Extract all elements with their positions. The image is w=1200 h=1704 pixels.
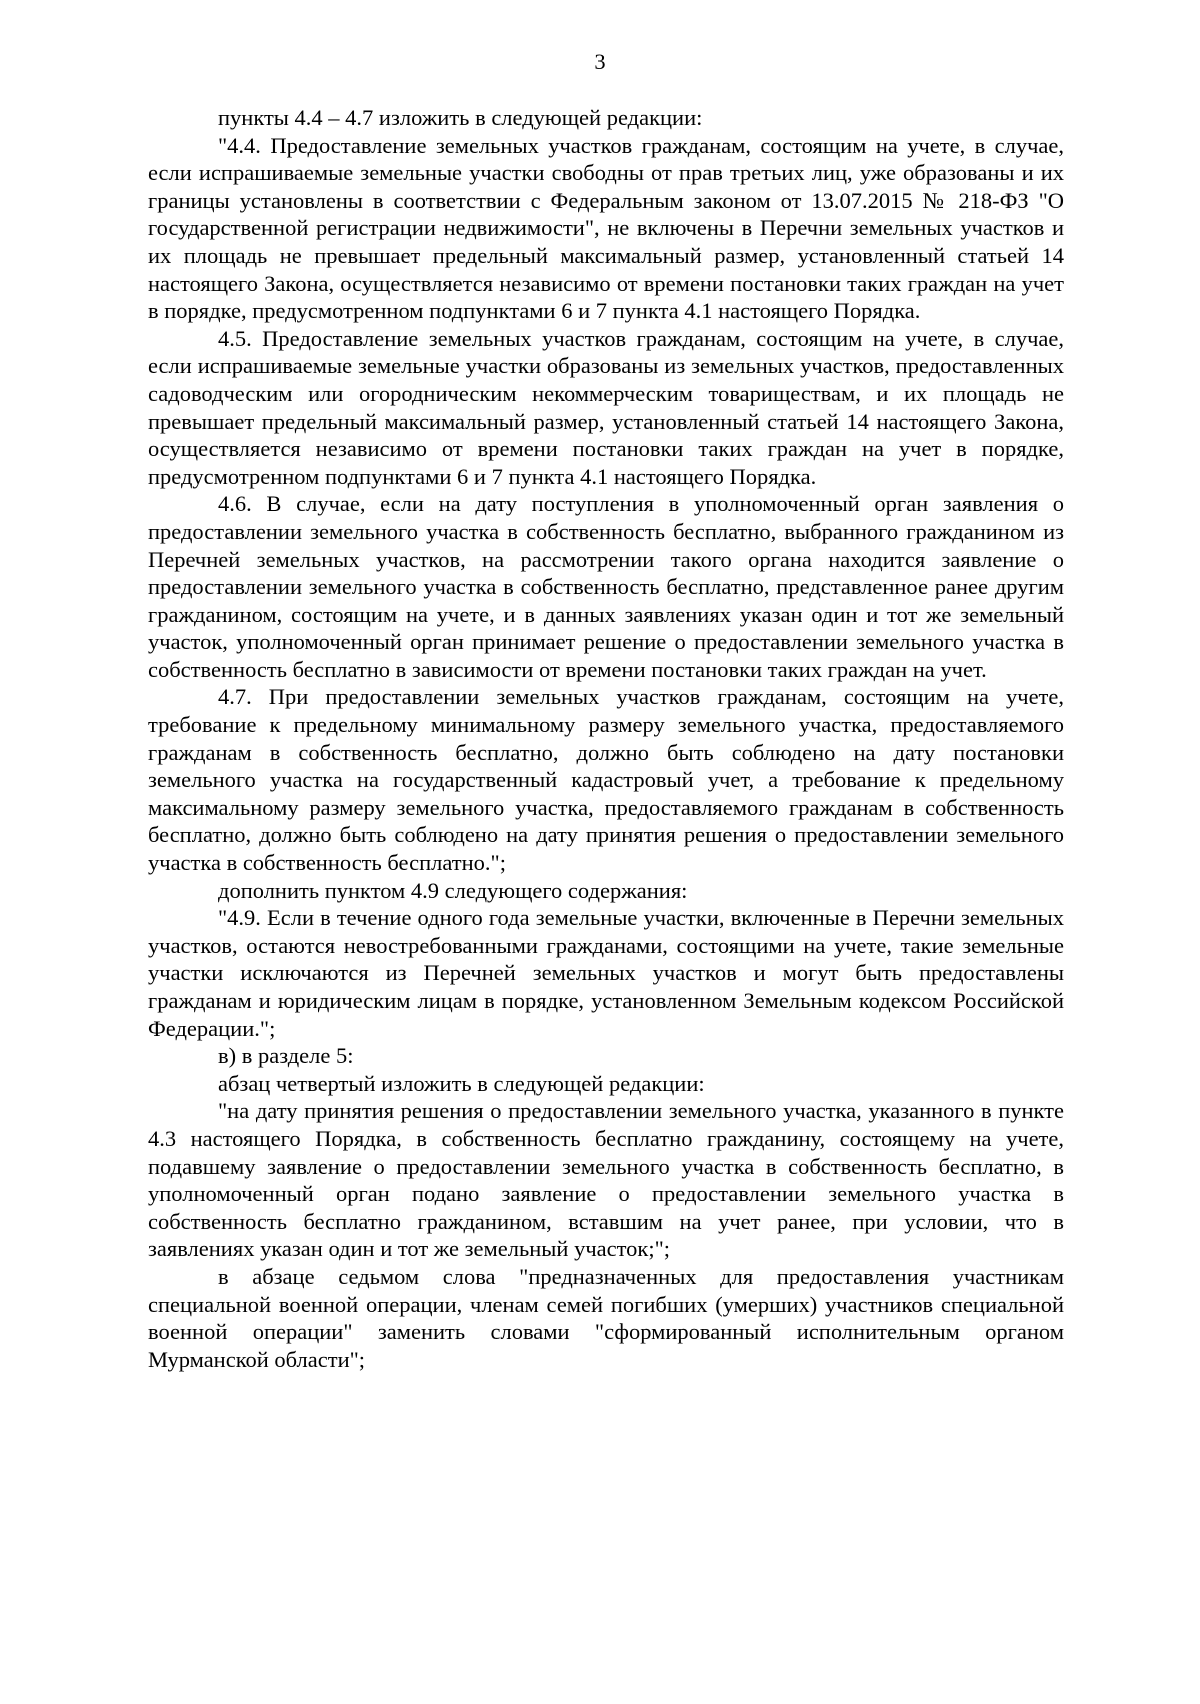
paragraph-4-7: 4.7. При предоставлении земельных участков гражданам, состоящим на учете, требование к предельному минимальному размеру земельного участка, предоставляемого гражданам в собственность бесплатно, должно быть соблюдено на дату постановки земельного участка на государственный кадастровый учет, а требование к предельному максимальному размеру земельного участка, предоставляемого гражданам в собственность бесплатно, должно быть соблюдено на дату принятия решения о предоставлении земельного участка в собственность бесплатно."; (148, 684, 1064, 876)
paragraph-abzac-7: в абзаце седьмом слова "предназначенных для предоставления участникам специальной военной операции, членам семей погибших (умерших) участников специальной военной операции" заменить словами "сформированный исполнительным органом Мурманской области"; (148, 1263, 1064, 1372)
document-body (148, 104, 1064, 1373)
paragraph-4-9: "4.9. Если в течение одного года земельные участки, включенные в Перечни земельных участков, остаются невостребованными гражданами, состоящими на учете, такие земельные участки исключаются из Перечней земельных участков и могут быть предоставлены гражданам и юридическим лицам в порядке, установленном Земельным кодексом Российской Федерации."; (148, 905, 1064, 1041)
paragraph-intro-4-4-4-7: пункты 4.4 – 4.7 изложить в следующей редакции: (218, 105, 703, 130)
paragraph-abzac-4: абзац четвертый изложить в следующей редакции: (218, 1070, 705, 1096)
paragraph-add-4-9: дополнить пунктом 4.9 следующего содержания: (218, 877, 688, 903)
paragraph-abzac-4-text: "на дату принятия решения о предоставлении земельного участка, указанного в пункте 4.3 настоящего Порядка, в собственность бесплатно гражданину, состоящему на учете, подавшему заявление о предоставлении земельного участка в собственность бесплатно, в уполномоченный орган подано заявление о предоставлении земельного участка в собственность бесплатно гражданином, вставшим на учет ранее, при условии, что в заявлениях указан один и тот же земельный участок;"; (148, 1098, 1064, 1262)
paragraph-4-5: 4.5. Предоставление земельных участков гражданам, состоящим на учете, в случае, если испрашиваемые земельные участки образованы из земельных участков, предоставленных садоводческим или огородническим некоммерческим товариществам, и их площадь не превышает предельный максимальный размер, установленный статьей 14 настоящего Закона, осуществляется независимо от времени постановки таких граждан на учет в порядке, предусмотренном подпунктами 6 и 7 пункта 4.1 настоящего Порядка. (148, 325, 1064, 489)
paragraph-4-4: "4.4. Предоставление земельных участков гражданам, состоящим на учете, в случае, если испрашиваемые земельные участки свободны от прав третьих лиц, уже образованы и их границы установлены в соответствии с Федеральным законом от 13.07.2015 № 218-ФЗ "О государственной регистрации недвижимости", не включены в Перечни земельных участков и их площадь не превышает предельный максимальный размер, установленный статьей 14 настоящего Закона, осуществляется независимо от времени постановки таких граждан на учет в порядке, предусмотренном подпунктами 6 и 7 пункта 4.1 настоящего Порядка. (148, 132, 1064, 324)
page-number: 3 (594, 49, 606, 74)
paragraph-section-5: в) в разделе 5: (218, 1043, 354, 1069)
paragraph-4-6: 4.6. В случае, если на дату поступления в уполномоченный орган заявления о предоставлении земельного участка в собственность бесплатно, выбранного гражданином из Перечней земельных участков, на рассмотрении такого органа находится заявление о предоставлении земельного участка в собственность бесплатно, представленное ранее другим гражданином, состоящим на учете, и в данных заявлениях указан один и тот же земельный участок, уполномоченный орган принимает решение о предоставлении земельного участка в собственность бесплатно в зависимости от времени постановки таких граждан на учет. (148, 491, 1064, 682)
